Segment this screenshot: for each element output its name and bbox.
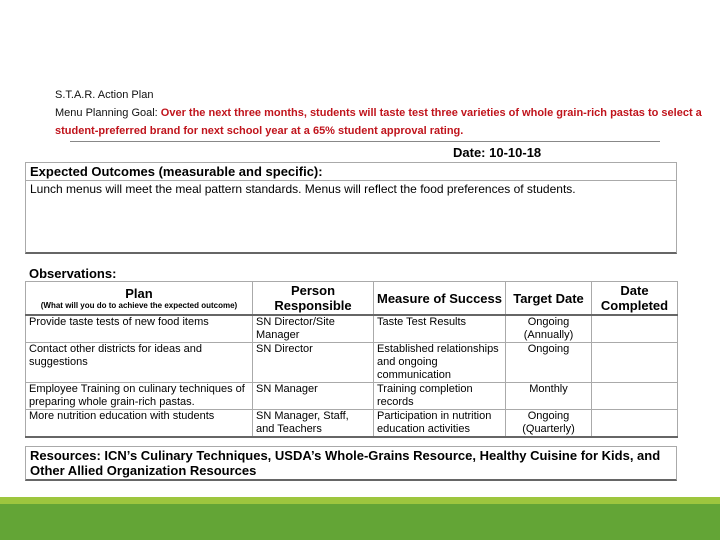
cell-measure: Participation in nutrition education activities bbox=[374, 410, 506, 438]
cell-measure: Training completion records bbox=[374, 383, 506, 410]
date: Date: 10-10-18 bbox=[453, 145, 542, 160]
footer-bar bbox=[0, 504, 720, 540]
col-plan-sub: (What will you do to achieve the expected outcome) bbox=[40, 300, 238, 310]
cell-plan: Provide taste tests of new food items bbox=[26, 315, 253, 343]
cell-person: SN Manager, Staff, and Teachers bbox=[253, 410, 374, 438]
col-measure: Measure of Success bbox=[374, 282, 506, 316]
cell-target: Ongoing bbox=[506, 343, 592, 383]
col-target: Target Date bbox=[506, 282, 592, 316]
goal bbox=[55, 104, 715, 140]
col-plan-label: Plan bbox=[125, 285, 153, 301]
table-row bbox=[26, 315, 678, 343]
table-row bbox=[26, 343, 678, 383]
document bbox=[25, 86, 702, 481]
cell-person: SN Director bbox=[253, 343, 374, 383]
cell-plan: Employee Training on culinary techniques of preparing whole grain-rich pastas. bbox=[26, 383, 253, 410]
observations-heading: Observations: bbox=[29, 266, 117, 281]
cell-completed bbox=[592, 383, 678, 410]
resources-box: Resources: ICN’s Culinary Techniques, USDA’s Whole-Grains Resource, Healthy Cuisine for Kids, and Other Allied Organization Resources bbox=[25, 446, 677, 481]
cell-completed bbox=[592, 315, 678, 343]
footer-bar-light bbox=[0, 497, 720, 504]
table-row bbox=[26, 410, 678, 438]
cell-person: SN Director/Site Manager bbox=[253, 315, 374, 343]
goal-label: Menu Planning Goal: bbox=[55, 107, 161, 119]
cell-completed bbox=[592, 410, 678, 438]
plan-header bbox=[55, 86, 715, 140]
col-plan bbox=[26, 282, 253, 316]
cell-measure: Taste Test Results bbox=[374, 315, 506, 343]
divider bbox=[70, 141, 660, 142]
col-person: Person Responsible bbox=[253, 282, 374, 316]
col-completed: Date Completed bbox=[592, 282, 678, 316]
expected-outcomes-heading: Expected Outcomes (measurable and specific): bbox=[26, 163, 676, 181]
cell-plan: More nutrition education with students bbox=[26, 410, 253, 438]
cell-plan: Contact other districts for ideas and suggestions bbox=[26, 343, 253, 383]
table-row bbox=[26, 383, 678, 410]
cell-target: Ongoing (Annually) bbox=[506, 315, 592, 343]
cell-completed bbox=[592, 343, 678, 383]
cell-measure: Established relationships and ongoing communication bbox=[374, 343, 506, 383]
cell-person: SN Manager bbox=[253, 383, 374, 410]
observations-table bbox=[25, 281, 678, 438]
cell-target: Monthly bbox=[506, 383, 592, 410]
goal-text: Over the next three months, students will taste test three varieties of whole grain-rich pastas to select a student-preferred brand for next school year at a 65% student approval rating. bbox=[55, 107, 702, 137]
expected-outcomes-text: Lunch menus will meet the meal pattern standards. Menus will reflect the food preferences of students. bbox=[30, 182, 576, 196]
doc-title: S.T.A.R. Action Plan bbox=[55, 89, 154, 101]
table-header bbox=[26, 282, 678, 316]
expected-outcomes-box bbox=[25, 162, 677, 254]
cell-target: Ongoing (Quarterly) bbox=[506, 410, 592, 438]
